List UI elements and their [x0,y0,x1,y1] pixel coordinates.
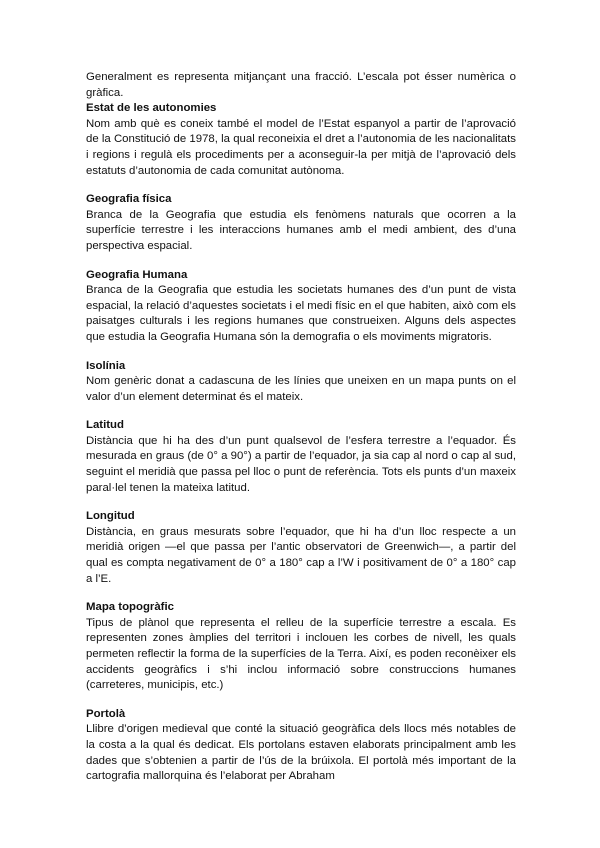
intro-paragraph: Generalment es representa mitjançant una fracció. L’escala pot ésser numèrica o gràfica. [86,71,516,99]
glossary-entry-mapa-topografic [86,600,516,694]
glossary-entry-geografia-humana [86,268,516,346]
entry-term: Estat de les autonomies [86,102,217,115]
entry-definition: Distància que hi ha des d’un punt qualsevol de l’esfera terrestre a l’equador. És mesurada en graus (de 0° a 90°) a partir de l’equador, ja sia cap al nord o cap al sud, seguint el meridià que passa pel lloc o punt de referència. Tots els punts d’un maxeix paral·lel tenen la mateixa latitud. [86,434,516,494]
entry-term: Longitud [86,510,135,523]
entry-definition: Distància, en graus mesurats sobre l’equador, que hi ha d’un lloc respecte a un meridià origen —el que passa per l’antic observatori de Greenwich—, a partir del qual es compta negativament de 0° a 180° cap a l’W i positivament de 0° a 180° cap a l’E. [86,525,516,585]
entry-term: Geografia física [86,193,172,206]
entry-definition: Nom amb què es coneix també el model de l’Estat espanyol a partir de l’aprovació de la Constitució de 1978, la qual reconeixia el dret a l’autonomia de les nacionalitats i regions i regulà els procediments per a aconseguir-la per mitjà de l’aprovació dels estatuts d’autonomia de cada comunitat autònoma. [86,117,516,177]
glossary-entry-portola [86,707,516,785]
entry-term: Mapa topogràfic [86,601,174,614]
entry-term: Portolà [86,707,126,720]
entry-definition: Tipus de plànol que representa el relleu de la superfície terrestre a escala. Es representen zones àmplies del territori i inclouen les corbes de nivell, les quals permeten reflectir la forma de la superfícies de la Terra. Així, es poden reconèixer els accidents geogràfics i s’hi inclou informació sobre construccions humanes (carreteres, municipis, etc.) [86,616,516,692]
entry-definition: Llibre d’origen medieval que conté la situació geogràfica dels llocs més notables de la costa a la qual és dedicat. Els portolans estaven elaborats principalment amb les dades que s’obtenien a partir de l’ús de la brúixola. El portolà més important de la cartografia mallorquina és l’elaborat per Abraham [86,723,516,783]
entry-term: Geografia Humana [86,268,188,281]
glossary-entry-estat-autonomies [86,101,516,179]
glossary-entry-longitud [86,509,516,587]
entry-term: Isolínia [86,359,126,372]
glossary-entry-geografia-fisica [86,192,516,254]
glossary-entry-isolinia [86,359,516,406]
entry-term: Latitud [86,419,124,432]
entry-definition: Branca de la Geografia que estudia els fenòmens naturals que ocorren a la superfície terrestre i les interaccions humanes amb el medi ambient, des d’una perspectiva espacial. [86,208,516,252]
glossary-entry-latitud [86,418,516,496]
entry-definition: Nom genèric donat a cadascuna de les línies que uneixen en un mapa punts on el valor d’un element determinat és el mateix. [86,375,516,403]
entry-definition: Branca de la Geografia que estudia les societats humanes des d’un punt de vista espacial, la relació d’aquestes societats i el medi físic en el que habiten, això com els paisatges culturals i les regions humanes que construeixen. Alguns dels aspectes que estudia la Geografia Humana són la demografia o els moviments migratoris. [86,284,516,343]
glossary-page [86,70,516,785]
